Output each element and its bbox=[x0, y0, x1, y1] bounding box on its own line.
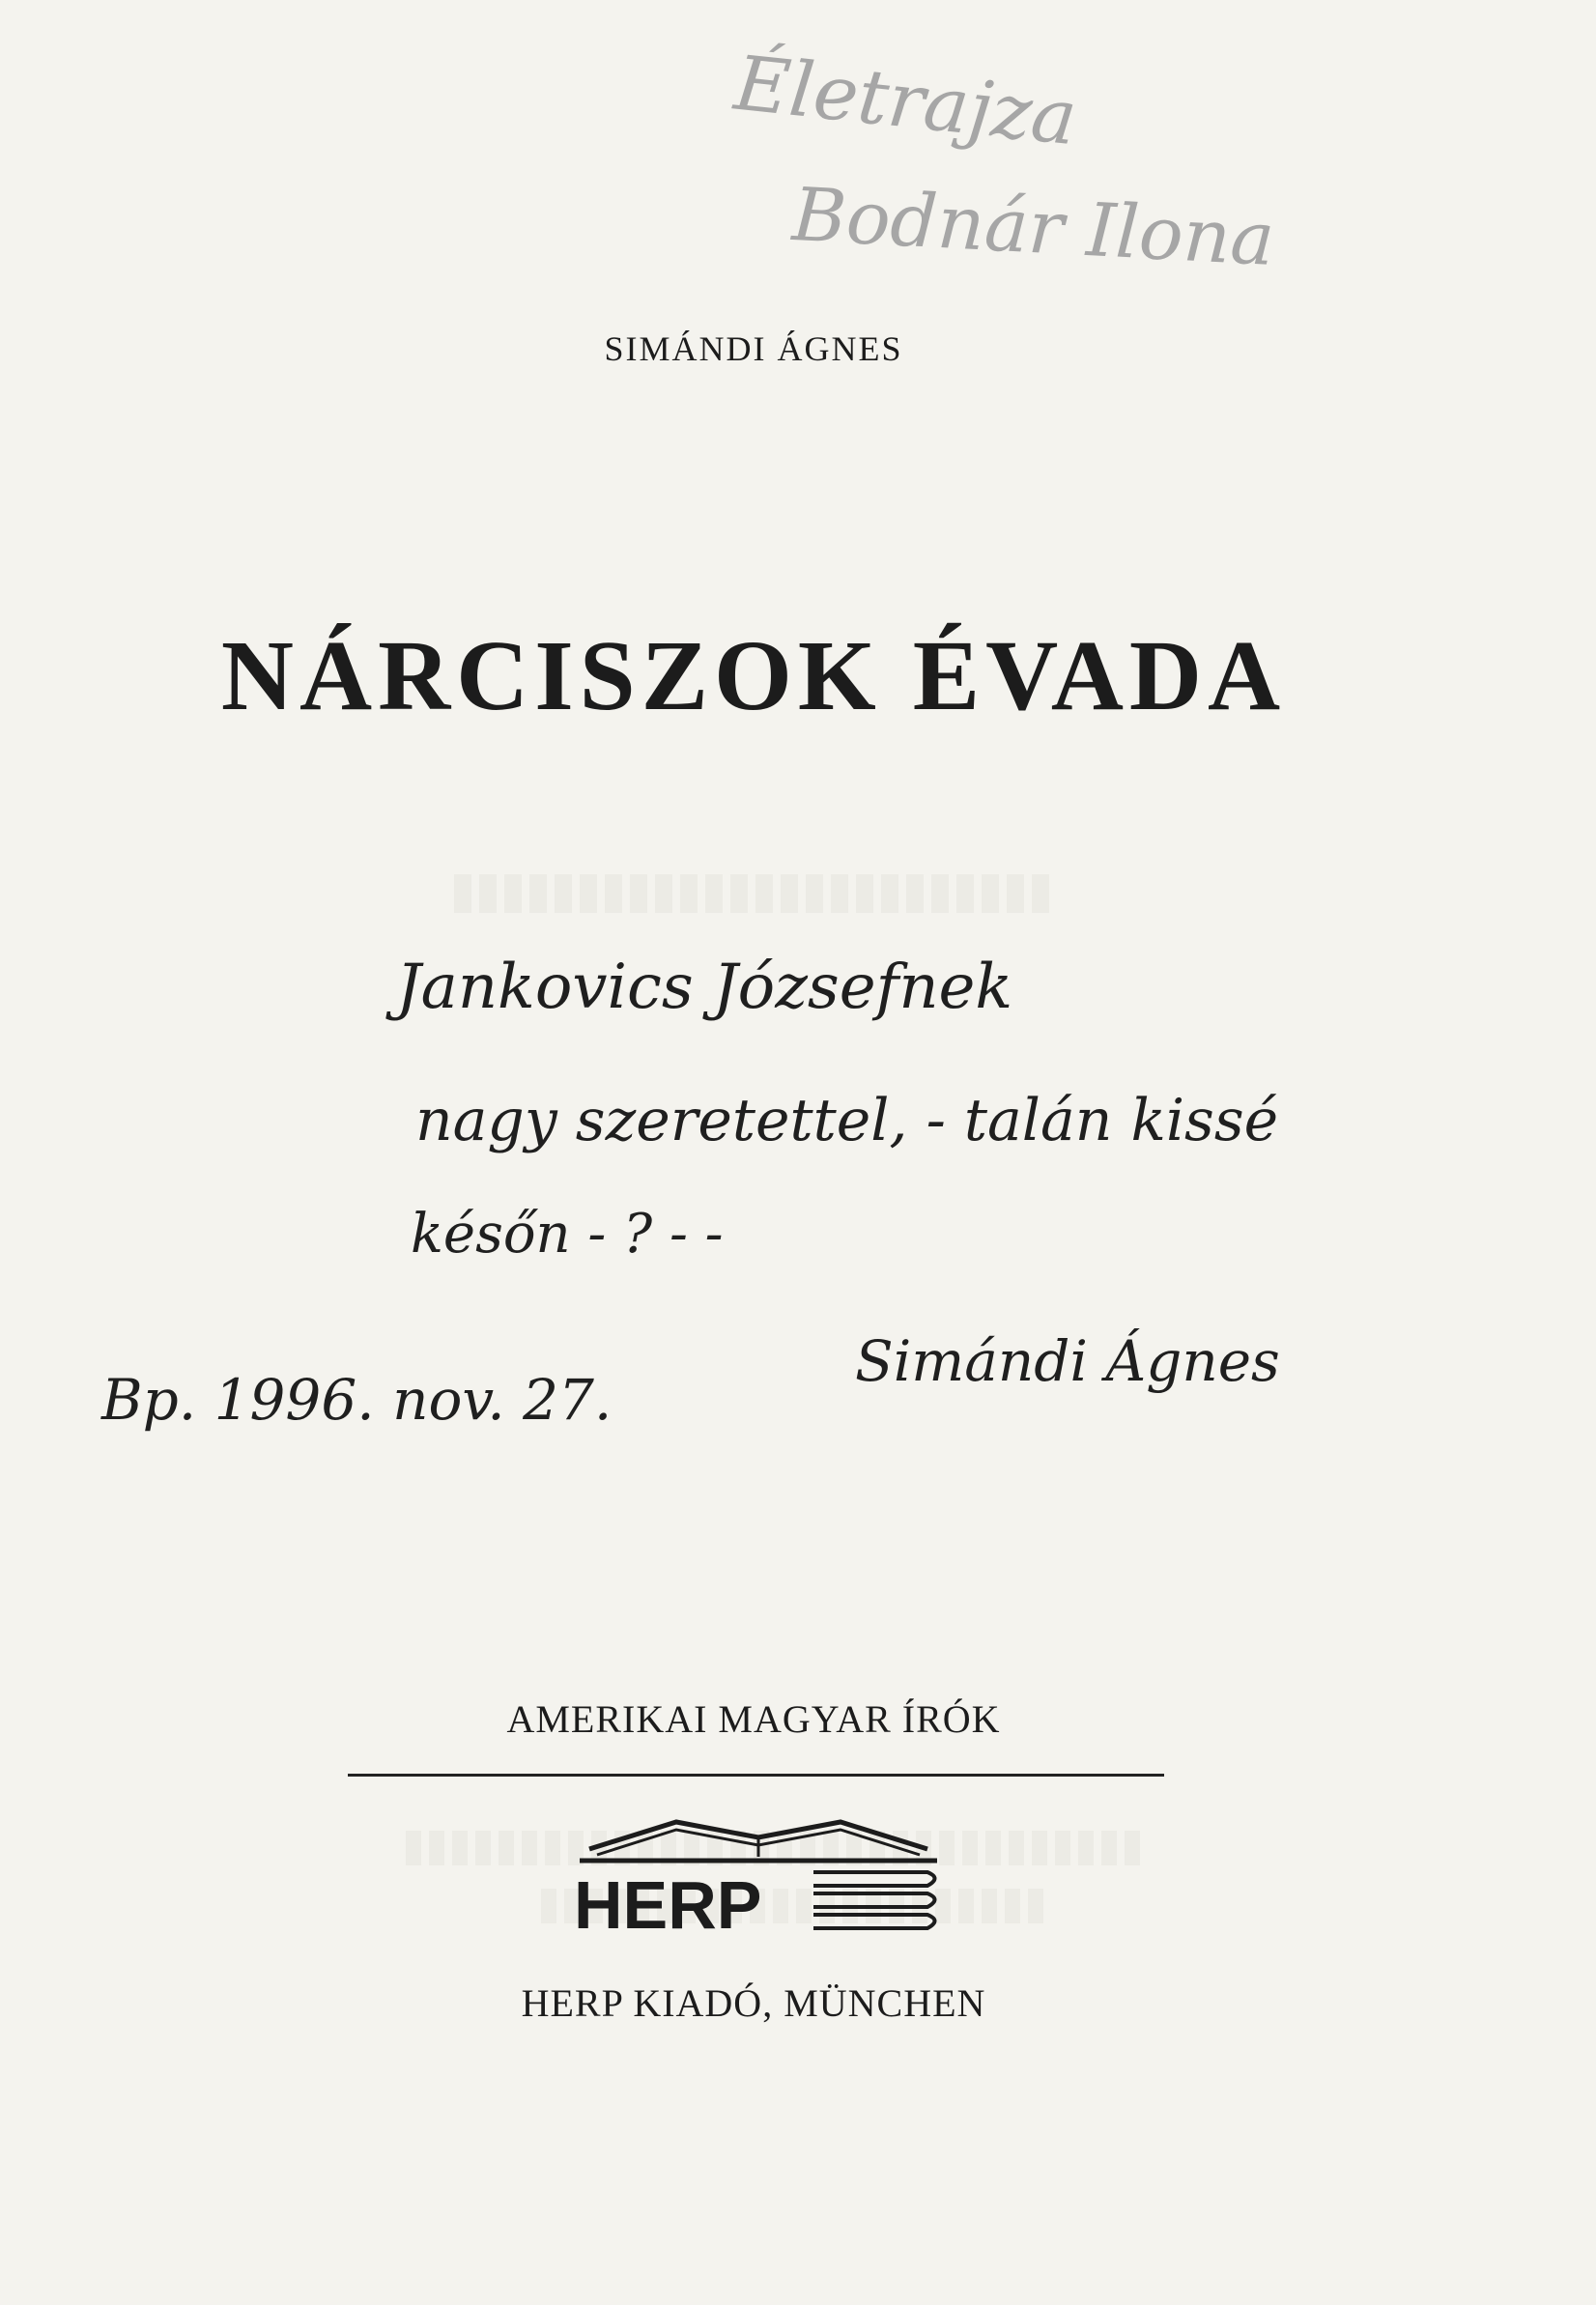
publisher-name: HERP KIADÓ, MÜNCHEN bbox=[521, 1981, 986, 2025]
publisher-logo bbox=[560, 1808, 956, 1934]
dedication-line-3: későn - ? - - bbox=[411, 1203, 724, 1266]
dedication-signature: Simándi Ágnes bbox=[855, 1328, 1280, 1394]
pencil-note-line-1: Életrajza bbox=[730, 40, 1081, 163]
pencil-note-line-2: Bodnár Ilona bbox=[790, 170, 1277, 283]
dedication-date: Bp. 1996. nov. 27. bbox=[101, 1367, 613, 1433]
dedication-line-2: nagy szeretettel, - talán kissé bbox=[415, 1087, 1279, 1154]
author-name: SIMÁNDI ÁGNES bbox=[604, 329, 903, 368]
divider bbox=[348, 1774, 1164, 1777]
book-title: NÁRCISZOK ÉVADA bbox=[220, 620, 1287, 731]
logo-text: HERP bbox=[574, 1867, 762, 1934]
dedication-line-1: Jankovics Józsefnek bbox=[396, 952, 1013, 1023]
series-name: AMERIKAI MAGYAR ÍRÓK bbox=[506, 1697, 1001, 1741]
show-through-text bbox=[454, 874, 1053, 913]
